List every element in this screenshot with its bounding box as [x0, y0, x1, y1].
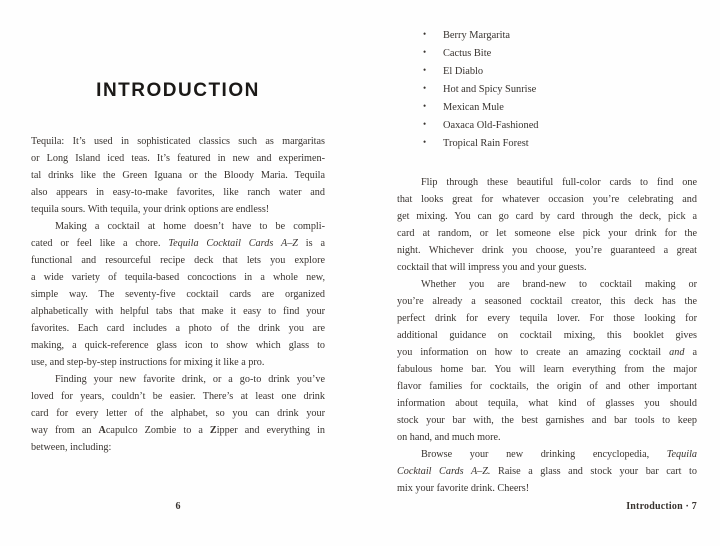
text-line: way from an Acapulco Zombie to a Zipper and everything in	[31, 425, 325, 436]
text-line: mix your favorite drink. Cheers!	[397, 483, 530, 494]
list-item-label: Mexican Mule	[443, 102, 504, 113]
right-page-body	[397, 174, 697, 497]
text-line: Making a cocktail at home doesn’t have to be compli-	[55, 221, 325, 232]
paragraph	[31, 133, 325, 218]
text-line: Browse your new drinking encyclopedia, Tequila	[421, 449, 697, 460]
bullet-dot-icon: •	[423, 119, 427, 129]
text-line: Cocktail Cards A–Z. Raise a glass and stock your bar cart to	[397, 466, 697, 477]
right-page	[397, 0, 697, 546]
text-line: functional and resourceful recipe deck that lets you explore	[31, 255, 325, 266]
list-item	[423, 98, 697, 116]
text-line: night. Whichever drink you choose, you’re guaranteed a great	[397, 245, 697, 256]
text-line: cocktail that will impress you and your guests.	[397, 262, 587, 273]
paragraph	[397, 446, 697, 497]
bullet-dot-icon: •	[423, 137, 427, 147]
text-line: that looks great for whatever occasion you’re celebrating and	[397, 194, 697, 205]
bullet-dot-icon: •	[423, 65, 427, 75]
left-page-body	[31, 133, 325, 456]
text-line: between, including:	[31, 442, 112, 453]
text-line: a wide variety of tequila-based concoctions in a whole new,	[31, 272, 325, 283]
text-line: flavor families for cocktails, the origin of and other important	[397, 381, 697, 392]
text-line: card at random, or let someone else pick your drink for the	[397, 228, 697, 239]
text-line: you’re already a seasoned cocktail creator, this deck has the	[397, 296, 697, 307]
paragraph	[397, 174, 697, 276]
text-line: you information on how to create an amazing cocktail and a	[397, 347, 697, 358]
list-item	[423, 62, 697, 80]
text-line: perfect drink for every tequila lover. For those looking for	[397, 313, 697, 324]
text-line: Tequila: It’s used in sophisticated classics such as margaritas	[31, 136, 325, 147]
text-line: on hand, and much more.	[397, 432, 501, 443]
list-item-label: Cactus Bite	[443, 48, 492, 59]
text-line: alphabetically with helpful tabs that make it easy to find your	[31, 306, 325, 317]
text-line: fabulous home bar. You will learn everything from the major	[397, 364, 697, 375]
bullet-dot-icon: •	[423, 83, 427, 93]
bullet-dot-icon: •	[423, 101, 427, 111]
text-line: tal drinks like the Green Iguana or the Bloody Maria. Tequila	[31, 170, 325, 181]
bullet-dot-icon: •	[423, 29, 427, 39]
list-item-label: Tropical Rain Forest	[443, 138, 529, 149]
list-item	[423, 134, 697, 152]
list-item	[423, 26, 697, 44]
text-line: get mixing. You can go card by card through the deck, pick a	[397, 211, 697, 222]
list-item	[423, 80, 697, 98]
text-line: favorites. Each card includes a photo of the drink you are	[31, 323, 325, 334]
bullet-dot-icon: •	[423, 47, 427, 57]
text-line: or Long Island iced teas. It’s featured in new and experimen-	[31, 153, 325, 164]
text-line: Flip through these beautiful full-color cards to find one	[421, 177, 697, 188]
text-line: simple way. The seventy-five cocktail cards are organized	[31, 289, 325, 300]
text-line: making, a quick-reference glass icon to show which glass to	[31, 340, 325, 351]
paragraph	[31, 218, 325, 371]
text-line: information about tequila, what kind of glasses you should	[397, 398, 697, 409]
text-line: loved for years, couldn’t be easier. There’s at least one drink	[31, 391, 325, 402]
text-line: card for every letter of the alphabet, so you can drink your	[31, 408, 325, 419]
paragraph	[31, 371, 325, 456]
list-item	[423, 44, 697, 62]
list-item-label: Hot and Spicy Sunrise	[443, 84, 537, 95]
paragraph	[397, 276, 697, 446]
list-item	[423, 116, 697, 134]
text-line: stock your bar with, the best garnishes and bar tools to keep	[397, 415, 697, 426]
list-item-label: El Diablo	[443, 66, 484, 77]
page-number-left: 6	[175, 501, 181, 512]
text-line: cated or feel like a chore. Tequila Cocktail Cards A–Z is a	[31, 238, 325, 249]
bullet-list	[397, 0, 697, 152]
page-title: INTRODUCTION	[96, 80, 260, 101]
text-line: Finding your new favorite drink, or a go-to drink you’ve	[55, 374, 325, 385]
text-line: tequila sours. With tequila, your drink options are endless!	[31, 204, 270, 215]
text-line: additional guidance on cocktail mixing, this booklet gives	[397, 330, 697, 341]
running-footer-right: Introduction · 7	[626, 501, 697, 512]
text-line: use, and step-by-step instructions for mixing it like a pro.	[31, 357, 265, 368]
list-item-label: Oaxaca Old-Fashioned	[443, 120, 539, 131]
left-page	[31, 0, 325, 546]
text-line: also appears in easy-to-make favorites, like ranch water and	[31, 187, 325, 198]
list-item-label: Berry Margarita	[443, 30, 511, 41]
text-line: Whether you are brand-new to cocktail making or	[421, 279, 697, 290]
